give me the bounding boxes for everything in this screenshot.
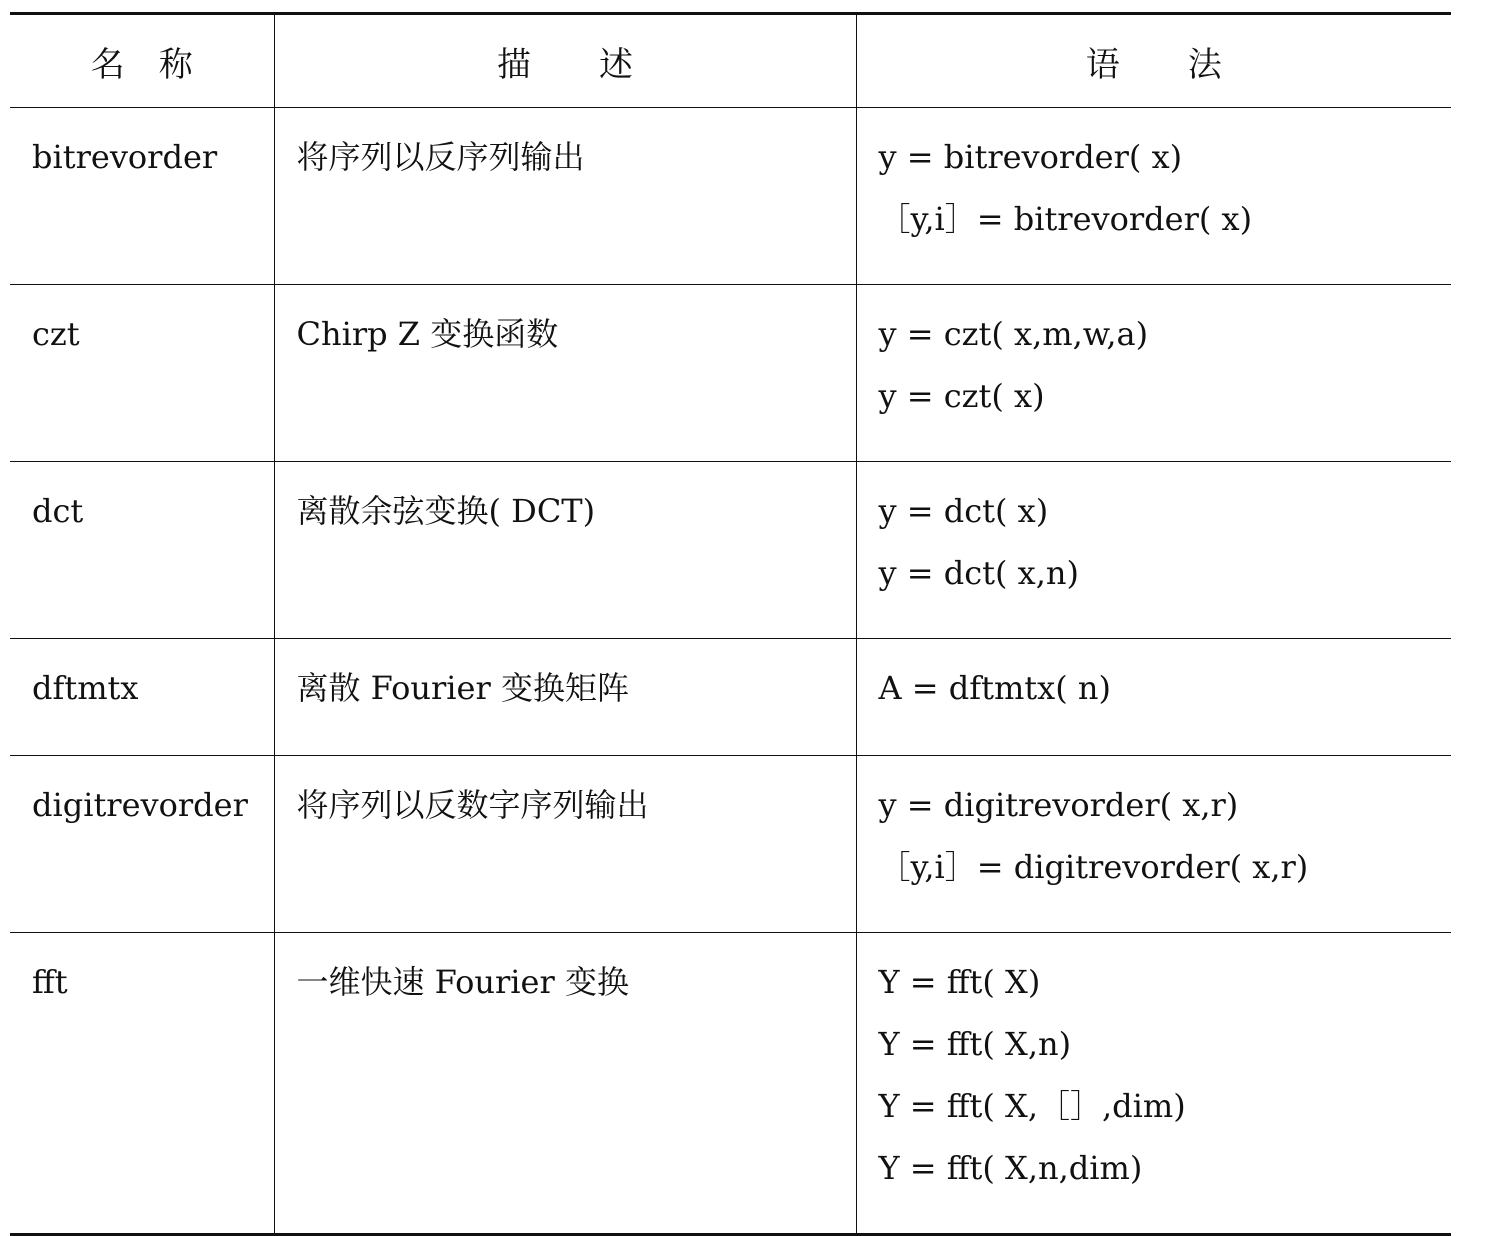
function-syntax xyxy=(856,285,1451,462)
table-body xyxy=(10,108,1451,1235)
table-row xyxy=(10,285,1451,462)
header-syntax: 语 法 xyxy=(856,14,1451,108)
header-name: 名 称 xyxy=(10,14,274,108)
syntax-line: A = dftmtx( n) xyxy=(878,669,1111,707)
syntax-line: Y = fft( X,［］,dim) xyxy=(878,1087,1186,1125)
function-syntax xyxy=(856,933,1451,1235)
function-name: czt xyxy=(10,285,274,462)
header-description: 描 述 xyxy=(274,14,856,108)
syntax-line: y = bitrevorder( x) xyxy=(878,138,1183,176)
syntax-line: ［y,i］= digitrevorder( x,r) xyxy=(878,848,1309,886)
header-row xyxy=(10,14,1451,108)
syntax-line: Y = fft( X,n) xyxy=(878,1025,1072,1063)
syntax-line: y = czt( x,m,w,a) xyxy=(878,315,1149,353)
function-description: Chirp Z 变换函数 xyxy=(274,285,856,462)
function-syntax xyxy=(856,639,1451,756)
function-description: 一维快速 Fourier 变换 xyxy=(274,933,856,1235)
syntax-line: y = dct( x,n) xyxy=(878,554,1079,592)
function-name: digitrevorder xyxy=(10,756,274,933)
table-row xyxy=(10,639,1451,756)
table-row xyxy=(10,462,1451,639)
table-row xyxy=(10,933,1451,1235)
function-description: 离散 Fourier 变换矩阵 xyxy=(274,639,856,756)
syntax-line: y = czt( x) xyxy=(878,377,1045,415)
function-syntax xyxy=(856,756,1451,933)
syntax-line: ［y,i］= bitrevorder( x) xyxy=(878,200,1253,238)
syntax-line: Y = fft( X) xyxy=(878,963,1041,1001)
function-name: fft xyxy=(10,933,274,1235)
function-syntax xyxy=(856,108,1451,285)
function-description: 离散余弦变换( DCT) xyxy=(274,462,856,639)
syntax-line: y = digitrevorder( x,r) xyxy=(878,786,1239,824)
table-header xyxy=(10,14,1451,108)
syntax-line: y = dct( x) xyxy=(878,492,1049,530)
function-table xyxy=(10,12,1451,1236)
syntax-line: Y = fft( X,n,dim) xyxy=(878,1149,1143,1187)
function-name: bitrevorder xyxy=(10,108,274,285)
table-row xyxy=(10,108,1451,285)
function-syntax xyxy=(856,462,1451,639)
function-description: 将序列以反序列输出 xyxy=(274,108,856,285)
table-row xyxy=(10,756,1451,933)
function-name: dct xyxy=(10,462,274,639)
function-description: 将序列以反数字序列输出 xyxy=(274,756,856,933)
function-name: dftmtx xyxy=(10,639,274,756)
